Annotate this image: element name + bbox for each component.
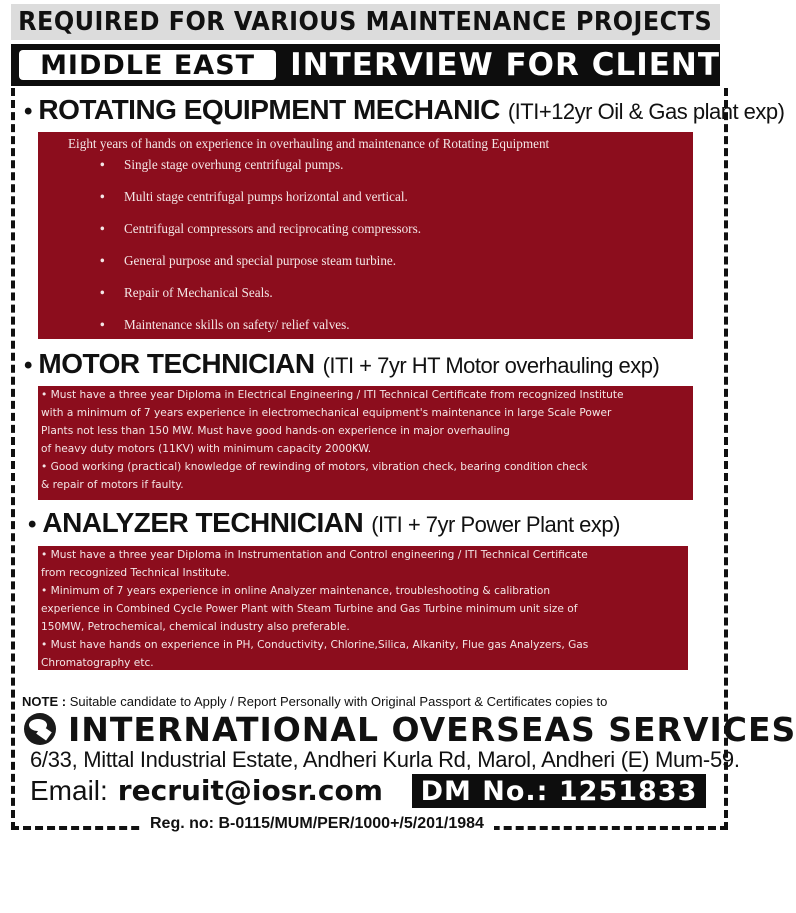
job-requirement: (ITI + 7yr HT Motor overhauling exp) — [322, 353, 660, 378]
registration-number: Reg. no: B-0115/MUM/PER/1000+/5/201/1984 — [140, 815, 494, 833]
detail-line: • Minimum of 7 years experience in online Analyzer maintenance, troubleshooting & calibration — [41, 585, 551, 597]
interview-label: INTERVIEW FOR CLIENT — [290, 47, 720, 83]
detail-line: Plants not less than 150 MW. Must have good hands-on experience in major overhauling — [41, 425, 510, 437]
list-item: • Maintenance skills on safety/ relief valves. — [100, 317, 350, 332]
email-row — [30, 774, 383, 807]
detail-line: 150MW, Petrochemical, chemical industry also preferable. — [41, 621, 350, 633]
region-bar — [11, 44, 720, 86]
note — [22, 694, 607, 709]
detail-line: experience in Combined Cycle Power Plant with Steam Turbine and Gas Turbine minimum unit size of — [41, 603, 578, 615]
email-label: Email: — [30, 774, 108, 806]
detail-line: with a minimum of 7 years experience in electromechanical equipment's maintenance in large Scale Power — [41, 407, 612, 419]
note-label: NOTE : — [22, 694, 67, 709]
detail-line: • Must have a three year Diploma in Instrumentation and Control engineering / ITI Technical Certificate — [41, 549, 588, 561]
list-item: • Repair of Mechanical Seals. — [100, 285, 273, 300]
region-box — [19, 50, 276, 80]
job-title-analyzer — [28, 507, 620, 539]
top-banner — [11, 4, 720, 40]
dm-number-box — [412, 774, 706, 808]
detail-line: of heavy duty motors (11KV) with minimum capacity 2000KW. — [41, 443, 372, 455]
email-link[interactable]: recruit@iosr.com — [117, 774, 383, 807]
region-label: MIDDLE EAST — [40, 49, 256, 81]
company-header — [24, 709, 796, 749]
job-name: ROTATING EQUIPMENT MECHANIC — [38, 94, 500, 125]
list-item: • Multi stage centrifugal pumps horizontal and vertical. — [100, 189, 408, 204]
job-title-motor — [24, 348, 659, 380]
company-name: INTERNATIONAL OVERSEAS SERVICES — [68, 709, 796, 749]
bullet-icon: • — [28, 511, 37, 538]
job-details-analyzer — [38, 546, 688, 670]
company-address: 6/33, Mittal Industrial Estate, Andheri Kurla Rd, Marol, Andheri (E) Mum-59. — [30, 747, 740, 772]
dm-number: DM No.: 1251833 — [420, 775, 698, 807]
job-details-motor — [38, 386, 693, 500]
banner-title: REQUIRED FOR VARIOUS MAINTENANCE PROJECTS — [18, 7, 713, 37]
list-item: • Centrifugal compressors and reciprocating compressors. — [100, 221, 421, 236]
note-text: Suitable candidate to Apply / Report Personally with Original Passport & Certificates copies to — [69, 694, 608, 709]
job-intro: Eight years of hands on experience in overhauling and maintenance of Rotating Equipment — [68, 136, 550, 151]
bullet-icon: • — [24, 352, 33, 379]
bullet-icon: • — [24, 98, 33, 125]
detail-line: & repair of motors if faulty. — [41, 479, 184, 491]
job-items — [100, 157, 421, 349]
job-name: ANALYZER TECHNICIAN — [42, 507, 364, 538]
job-requirement: (ITI + 7yr Power Plant exp) — [371, 512, 620, 537]
detail-line: • Must have a three year Diploma in Electrical Engineering / ITI Technical Certificate from recognized Institute — [41, 389, 624, 401]
detail-line: • Must have hands on experience in PH, Conductivity, Chlorine,Silica, Alkanity, Flue gas Analyzers, Gas — [41, 639, 589, 651]
job-details-rotating — [38, 132, 693, 339]
list-item: • Single stage overhung centrifugal pumps. — [100, 157, 344, 172]
detail-line: Chromatography etc. — [41, 657, 154, 669]
job-title-rotating — [24, 94, 784, 126]
globe-logo-icon — [24, 713, 56, 745]
job-name: MOTOR TECHNICIAN — [38, 348, 315, 379]
list-item: • General purpose and special purpose steam turbine. — [100, 253, 397, 268]
detail-line: from recognized Technical Institute. — [41, 567, 230, 579]
detail-line: • Good working (practical) knowledge of rewinding of motors, vibration check, bearing condition check — [41, 461, 588, 473]
job-requirement: (ITI+12yr Oil & Gas plant exp) — [507, 99, 785, 124]
